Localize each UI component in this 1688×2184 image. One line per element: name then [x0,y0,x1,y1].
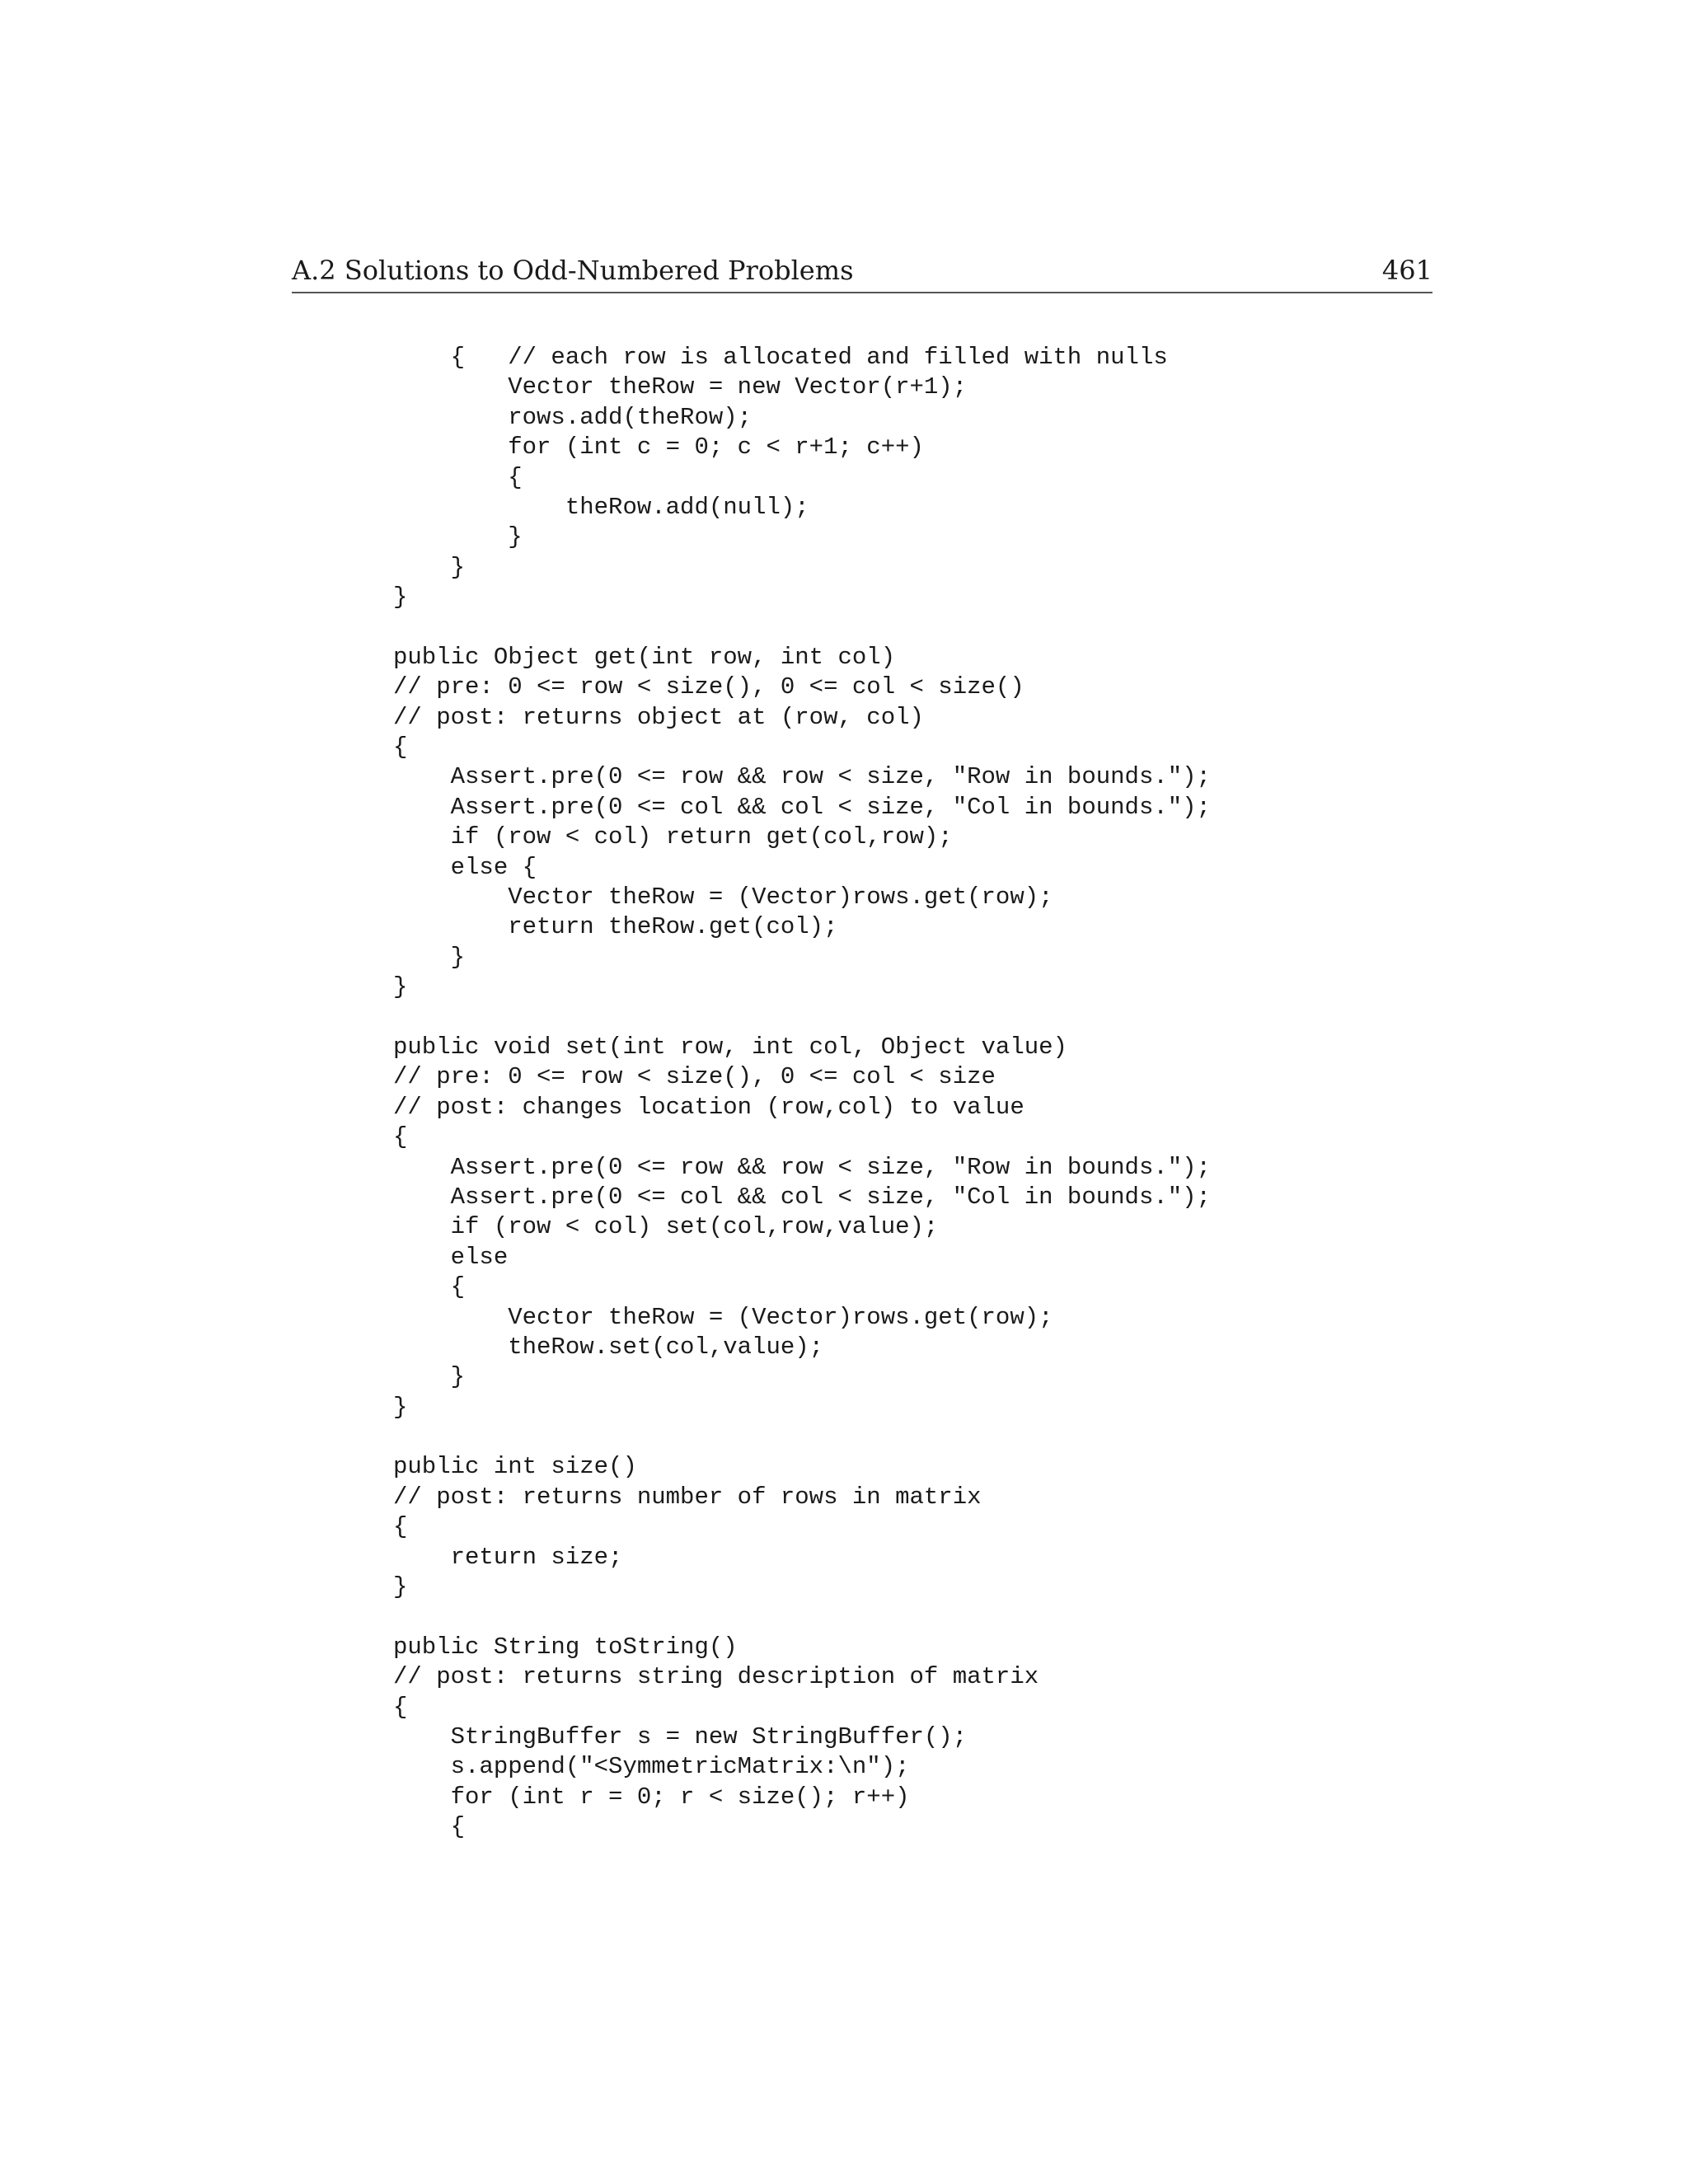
code-line: if (row < col) set(col,row,value); [393,1213,939,1241]
code-line: { // each row is allocated and filled with nulls [393,344,1168,371]
code-line: Assert.pre(0 <= row && row < size, "Row in bounds."); [393,763,1211,791]
code-line: } [393,583,408,612]
code-line: } [393,523,523,551]
code-line: { [393,463,523,491]
code-line: public void set(int row, int col, Object value) [393,1033,1067,1061]
code-line: // post: returns string description of matrix [393,1663,1039,1691]
code-line: if (row < col) return get(col,row); [393,823,953,851]
code-line: public String toString() [393,1633,738,1661]
code-line [393,1003,1465,1033]
code-line: { [393,1693,408,1721]
code-line: { [393,1513,408,1541]
running-header [292,254,1432,293]
code-line: Vector theRow = new Vector(r+1); [393,373,968,401]
code-line: // pre: 0 <= row < size(), 0 <= col < size() [393,673,1025,701]
code-line: return theRow.get(col); [393,913,838,941]
code-line: return size; [393,1543,623,1571]
code-line: public Object get(int row, int col) [393,643,896,671]
code-line: for (int r = 0; r < size(); r++) [393,1783,910,1811]
code-line: else [393,1243,509,1271]
code-line: { [393,1123,408,1151]
code-line: { [393,733,408,762]
code-line: theRow.add(null); [393,493,809,521]
code-line: theRow.set(col,value); [393,1333,824,1361]
code-line: // post: returns object at (row, col) [393,703,924,731]
code-line: } [393,943,466,971]
code-line: } [393,1393,408,1421]
code-line: StringBuffer s = new StringBuffer(); [393,1722,968,1750]
code-line: // pre: 0 <= row < size(), 0 <= col < size [393,1063,996,1091]
code-line: Vector theRow = (Vector)rows.get(row); [393,1303,1053,1331]
code-line: else { [393,853,537,881]
code-listing [393,343,1465,1843]
code-line: // post: returns number of rows in matrix [393,1483,982,1511]
page-number: 461 [1381,255,1432,286]
code-line: s.append("<SymmetricMatrix:\n"); [393,1753,910,1781]
code-line: Assert.pre(0 <= col && col < size, "Col in bounds."); [393,1183,1211,1211]
code-line: for (int c = 0; c < r+1; c++) [393,434,924,462]
code-line: // post: changes location (row,col) to value [393,1093,1025,1121]
code-line: { [393,1273,466,1301]
code-line: } [393,1363,466,1391]
code-line: } [393,973,408,1001]
code-line: { [393,1813,466,1841]
code-line: } [393,1573,408,1601]
code-line: } [393,553,466,581]
code-line: Vector theRow = (Vector)rows.get(row); [393,883,1053,912]
code-line [393,1602,1465,1632]
code-line: rows.add(theRow); [393,403,753,431]
code-line: Assert.pre(0 <= col && col < size, "Col in bounds."); [393,793,1211,821]
code-line [393,1422,1465,1452]
code-line [393,613,1465,643]
code-line: public int size() [393,1453,637,1481]
section-title: A.2 Solutions to Odd-Numbered Problems [292,255,854,286]
code-line: Assert.pre(0 <= row && row < size, "Row in bounds."); [393,1153,1211,1181]
